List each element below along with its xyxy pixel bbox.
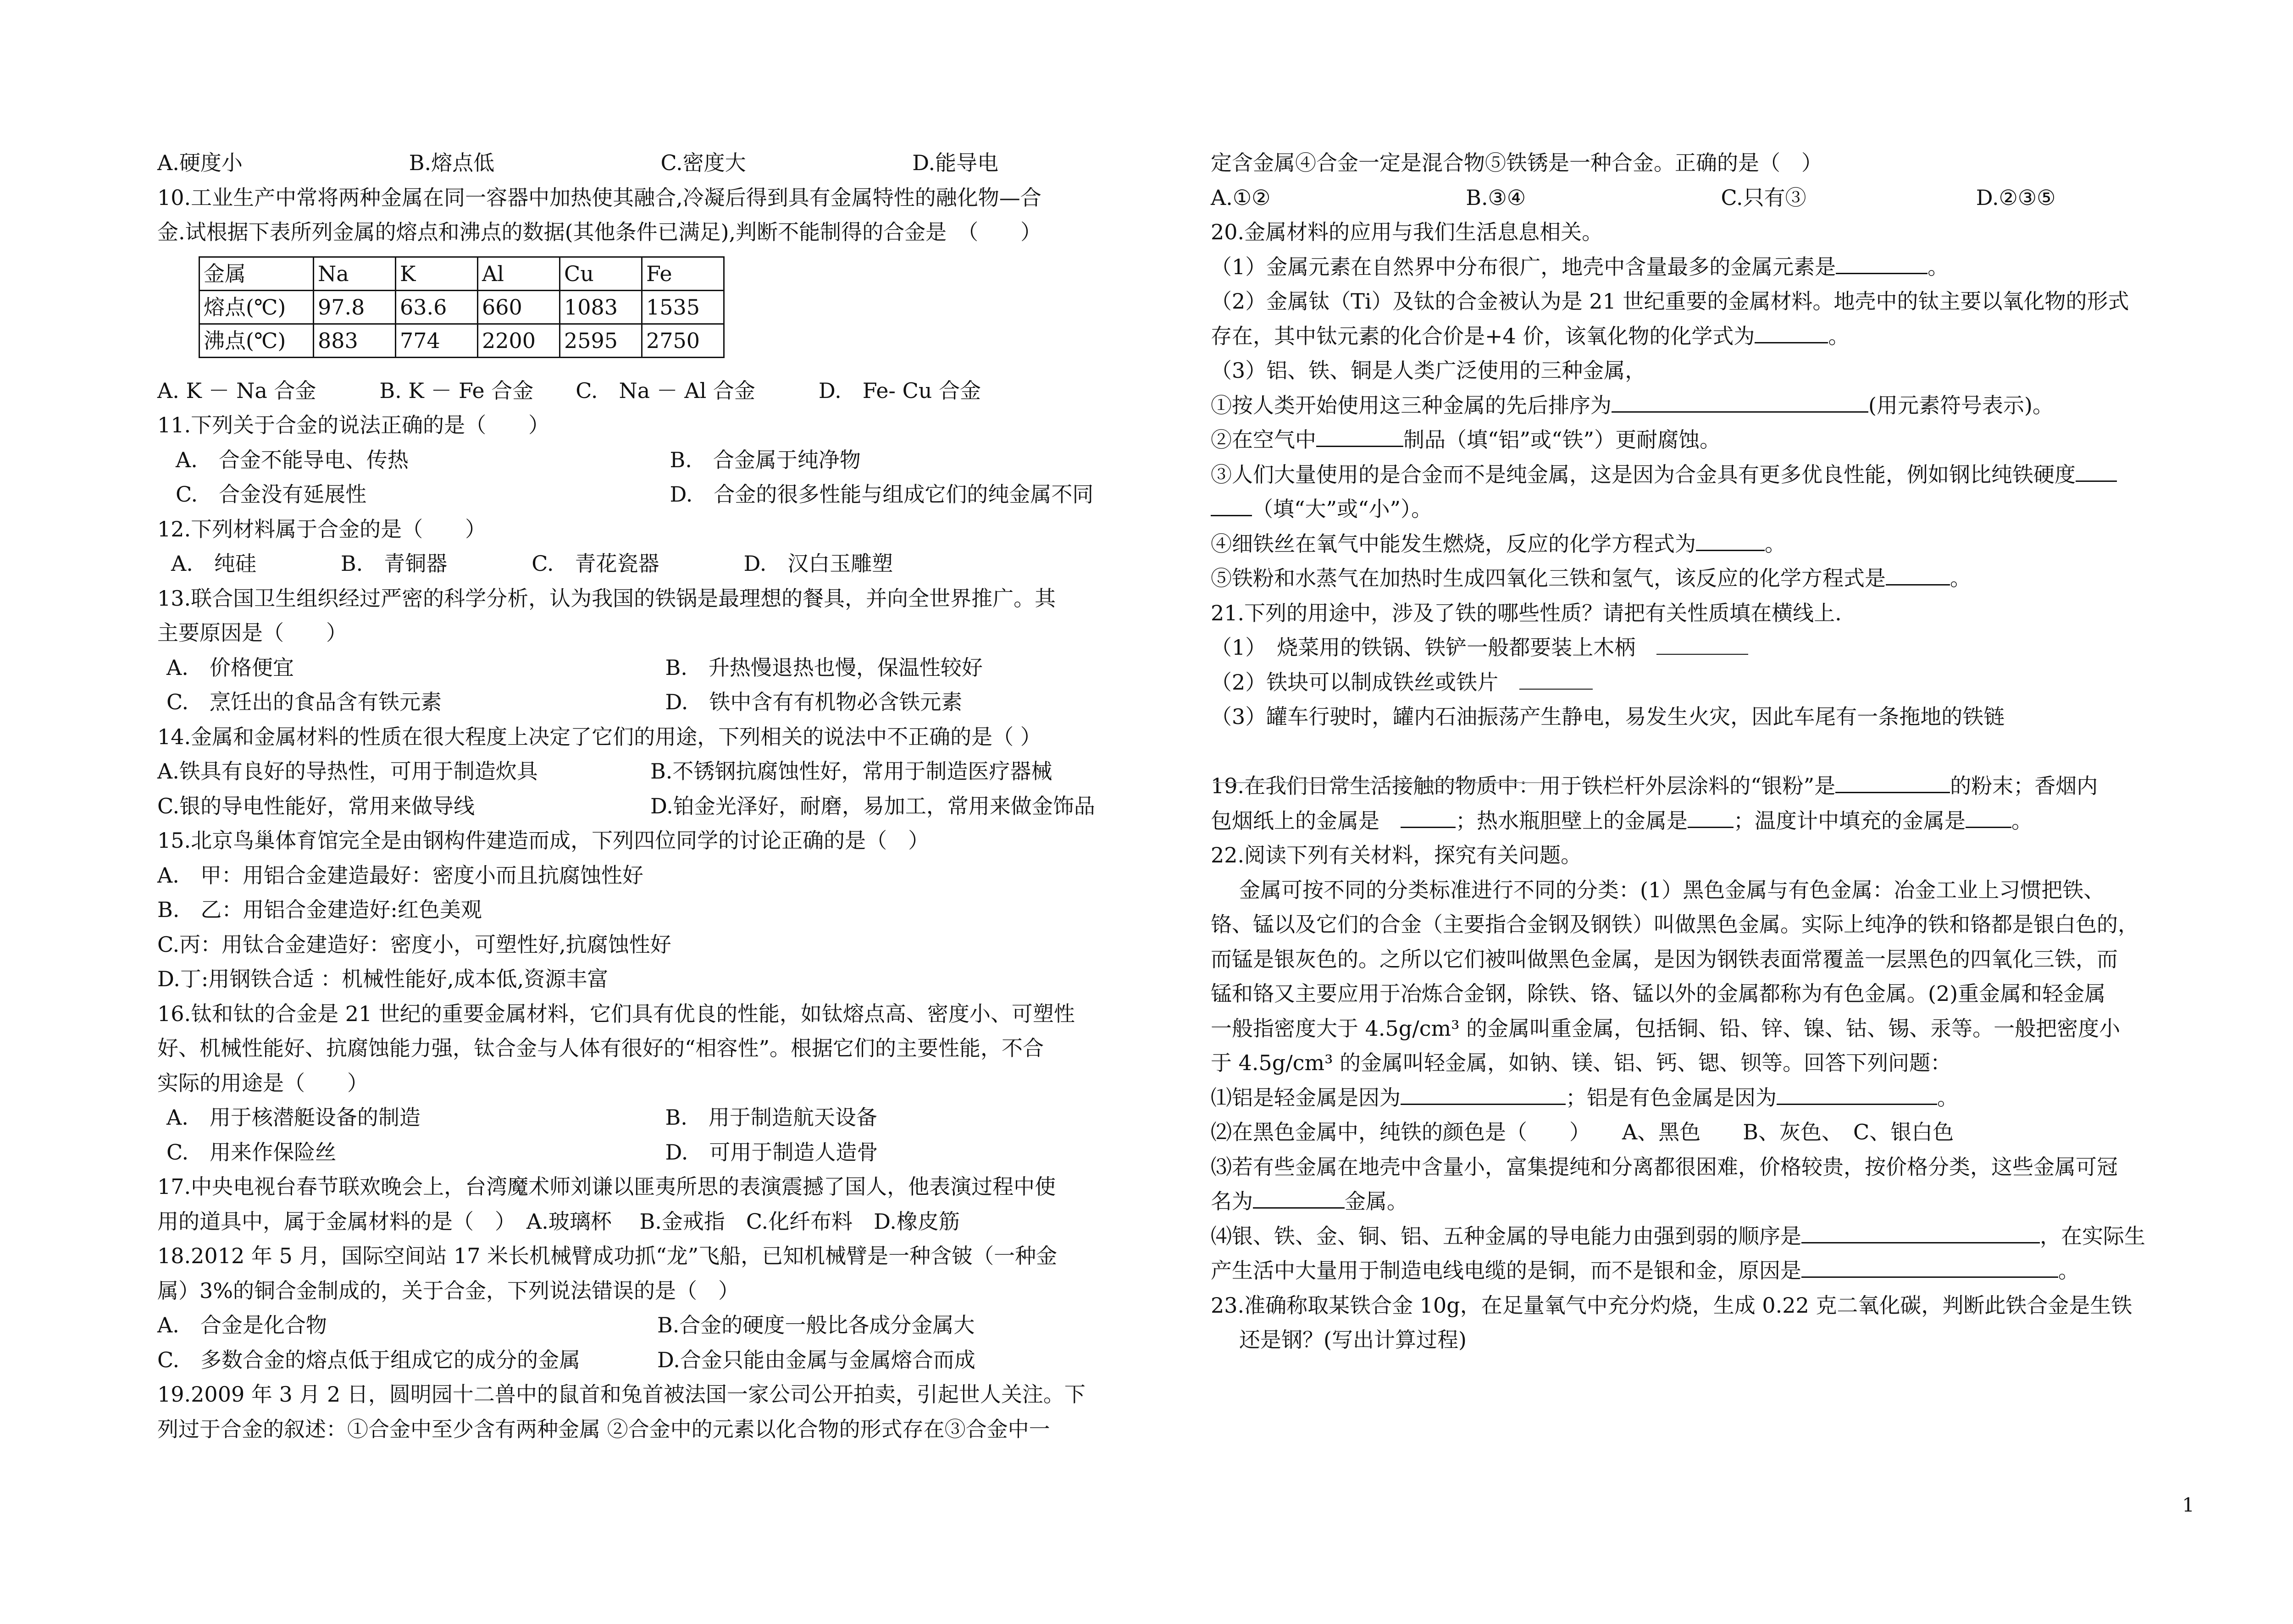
q20-part-3-2-end: 制品（填“铝”或“铁”）更耐腐蚀。 — [1403, 427, 1721, 452]
q20-part-2-end: 。 — [1828, 323, 1850, 348]
answer-blank[interactable] — [1211, 494, 1252, 516]
question-18-line-2: 属）3%的铜合金制成的，关于合金，下列说法错误的是（ ） — [157, 1278, 739, 1303]
q18-options-row-2 — [157, 1343, 1164, 1378]
question-16-line-2: 好、机械性能好、抗腐蚀能力强，钛合金与人体有很好的“相容性”。根据它们的主要性能，不合 — [157, 1036, 1044, 1061]
q20-part-3-4 — [1211, 527, 2231, 562]
answer-blank[interactable] — [1656, 633, 1748, 655]
q20-part-3-2-text: ②在空气中 — [1211, 427, 1316, 452]
answer-blank[interactable] — [1316, 425, 1403, 447]
q11-options-row-1 — [157, 443, 1164, 478]
q20-part-3-5 — [1211, 561, 2231, 596]
q13-options-row-1 — [157, 651, 1164, 685]
q21-answer-line — [1211, 735, 2231, 769]
q22-part-2: ⑵在黑色金属中，纯铁的颜色是（ ） A、黑色 B、灰色、 C、银白色 — [1211, 1120, 1954, 1144]
q22-paragraph-line-6: 于 4.5g/cm³ 的金属叫轻金属，如钠、镁、铝、钙、锶、钡等。回答下列问题： — [1211, 1050, 1952, 1075]
answer-blank[interactable] — [1519, 668, 1593, 690]
answer-blank[interactable] — [1688, 806, 1734, 828]
q20-part-3-1-end: (用元素符号表示)。 — [1868, 392, 2054, 418]
table-cell: 883 — [314, 324, 396, 357]
q21-part-2-text: （2）铁块可以制成铁丝或铁片 — [1211, 669, 1499, 695]
question-14: 14.金属和金属材料的性质在很大程度上决定了它们的用途，下列相关的说法中不正确的是（ ） — [157, 724, 1041, 749]
q21-part-3: （3）罐车行驶时，罐内石油振荡产生静电，易发生火灾，因此车尾有一条拖地的铁链 — [1211, 704, 2005, 729]
question-10-line-1: 10.工业生产中常将两种金属在同一容器中加热使其融合,冷凝后得到具有金属特性的融化物—合 — [157, 185, 1041, 210]
question-17-line-2: 用的道具中，属于金属材料的是（ ） A.玻璃杯 B.金戒指 C.化纤布料 D.橡皮筋 — [157, 1209, 960, 1234]
q20-part-3-3-line-1 — [1211, 458, 2231, 492]
option-a: A.铁具有良好的导热性，可用于制造炊具 — [157, 759, 538, 784]
q22-part-4-end: 。 — [2058, 1258, 2079, 1283]
question-22: 22.阅读下列有关材料，探究有关问题。 — [1211, 843, 1582, 867]
q22-part-3-text: 名为 — [1211, 1189, 1253, 1214]
q22-part-4-line-1 — [1211, 1219, 2231, 1254]
option-c: C. 烹饪出的食品含有铁元素 — [166, 690, 442, 714]
option-c: C.密度大 — [660, 150, 746, 175]
q20-part-3-4-end: 。 — [1765, 531, 1786, 556]
question-23-line-2: 还是钢？(写出计算过程) — [1239, 1327, 1467, 1352]
question-11: 11.下列关于合金的说法正确的是（ ） — [157, 413, 550, 437]
q19b-text-5: ；温度计中填充的金属是 — [1734, 808, 1966, 833]
option-b: B.合金的硬度一般比各成分金属大 — [657, 1313, 975, 1337]
answer-blank[interactable] — [1401, 1083, 1566, 1105]
answer-blank[interactable] — [1612, 390, 1868, 413]
option-a: A.硬度小 — [157, 150, 243, 175]
question-21: 21.下列的用途中，涉及了铁的哪些性质？请把有关性质填在横线上. — [1211, 600, 1842, 625]
table-row — [199, 257, 724, 290]
q9-options — [157, 146, 1164, 181]
q21-part-2 — [1211, 665, 2231, 700]
q18-options-row-1 — [157, 1308, 1164, 1343]
table-cell: 2200 — [478, 324, 560, 357]
table-row — [199, 290, 724, 324]
answer-blank[interactable] — [1836, 252, 1927, 274]
table-cell: 774 — [396, 324, 478, 357]
option-c: C. 合金没有延展性 — [176, 482, 367, 507]
q20-part-3-2 — [1211, 423, 2231, 458]
q14-options-row-1 — [157, 754, 1164, 789]
option-b: B.不锈钢抗腐蚀性好，常用于制造医疗器械 — [650, 759, 1052, 784]
question-10-line-2: 金.试根据下表所列金属的熔点和沸点的数据(其他条件已满足),判断不能制得的合金是 （ ） — [157, 220, 1042, 244]
page-number: 1 — [2182, 1494, 2194, 1516]
option-b: B. 升热慢退热也慢，保温性较好 — [665, 655, 983, 680]
q15-option-c: C.丙：用钛合金建造好：密度小，可塑性好,抗腐蚀性好 — [157, 932, 671, 957]
q13-options-row-2 — [157, 685, 1164, 720]
option-b: B. 合金属于纯净物 — [670, 447, 861, 472]
q20-part-1-text: （1）金属元素在自然界中分布很广，地壳中含量最多的金属元素是 — [1211, 254, 1836, 279]
q20-part-3-1-text: ①按人类开始使用这三种金属的先后排序为 — [1211, 392, 1612, 418]
option-a: A. 合金不能导电、传热 — [176, 447, 409, 472]
option-d: D.能导电 — [912, 150, 999, 175]
option-b: B.熔点低 — [409, 150, 495, 175]
q22-part-4-text-2: 产生活中大量用于制造电线电缆的是铜，而不是银和金，原因是 — [1211, 1258, 1801, 1283]
q22-paragraph-line-3: 而锰是银灰色的。之所以它们被叫做黑色金属，是因为钢铁表面常覆盖一层黑色的四氧化三铁，而 — [1211, 946, 2118, 972]
q22-paragraph-line-5: 一般指密度大于 4.5g/cm³ 的金属叫重金属，包括铜、铅、锌、镍、钴、锡、汞等。一般把密度小 — [1211, 1016, 2121, 1041]
q20-part-3: （3）铝、铁、铜是人类广泛使用的三种金属， — [1211, 358, 1646, 383]
table-cell: Na — [314, 257, 396, 290]
q22-part-4-mid: ，在实际生 — [2040, 1223, 2145, 1248]
q20-part-3-5-text: ⑤铁粉和水蒸气在加热时生成四氧化三铁和氢气，该反应的化学方程式是 — [1211, 566, 1886, 591]
q20-part-3-3-end: （填“大”或“小”）。 — [1252, 497, 1433, 521]
q19b-text-4: ；热水瓶胆壁上的金属是 — [1456, 808, 1688, 833]
q20-part-2-text: 存在，其中钛元素的化合价是+4 价，该氧化物的化学式为 — [1211, 323, 1755, 348]
answer-blank[interactable] — [1696, 529, 1765, 551]
q19b-line-2 — [1211, 804, 2231, 839]
table-cell: Al — [478, 257, 560, 290]
question-16-line-3: 实际的用途是（ ） — [157, 1070, 368, 1095]
q22-part-1-end: 。 — [1937, 1085, 1958, 1110]
option-a: A.①② — [1211, 185, 1271, 210]
question-16-line-1: 16.钛和钛的合金是 21 世纪的重要金属材料，它们具有优良的性能，如钛熔点高、密度小、可塑性 — [157, 1001, 1075, 1026]
q16-options-row-2 — [157, 1135, 1164, 1170]
option-a: A. 合金是化合物 — [157, 1313, 327, 1337]
q15-option-a: A. 甲：用铝合金建造最好：密度小而且抗腐蚀性好 — [157, 862, 643, 888]
q22-part-1 — [1211, 1081, 2231, 1116]
q19b-text-3: 包烟纸上的金属是 — [1211, 808, 1379, 833]
option-c: C. 用来作保险丝 — [166, 1139, 337, 1165]
table-cell: 金属 — [199, 257, 314, 290]
table-cell: 1535 — [642, 290, 724, 324]
q20-part-3-5-end: 。 — [1950, 566, 1971, 591]
table-cell: 660 — [478, 290, 560, 324]
option-d: D.②③⑤ — [1976, 185, 2056, 210]
answer-blank[interactable] — [1801, 1221, 2040, 1243]
option-d: D. 可用于制造人造骨 — [665, 1139, 878, 1165]
table-cell: 2750 — [642, 324, 724, 357]
question-13-line-1: 13.联合国卫生组织经过严密的科学分析，认为我国的铁锅是最理想的餐具，并向全世界推广。其 — [157, 586, 1056, 611]
question-19-line-2: 列过于合金的叙述：①合金中至少含有两种金属 ②合金中的元素以化合物的形式存在③合金中一 — [157, 1416, 1050, 1442]
answer-blank[interactable] — [1401, 806, 1456, 828]
question-13-line-2: 主要原因是（ ） — [157, 620, 347, 645]
q22-part-3-line-2 — [1211, 1184, 2231, 1219]
q20-part-3-4-text: ④细铁丝在氧气中能发生燃烧，反应的化学方程式为 — [1211, 531, 1696, 556]
answer-blank[interactable] — [1835, 771, 1950, 793]
metal-melting-boiling-table — [199, 256, 725, 358]
q22-part-3-line-1: ⑶若有些金属在地壳中含量小，富集提纯和分离都很困难，价格较贵，按价格分类，这些金属可冠 — [1211, 1154, 2118, 1179]
q21-part-1-text: （1） 烧菜用的铁锅、铁铲一般都要装上木柄 — [1211, 635, 1636, 660]
q19b-text-2: 的粉末；香烟内 — [1950, 773, 2098, 798]
table-cell: 97.8 — [314, 290, 396, 324]
option-a: A. 价格便宜 — [166, 655, 294, 680]
q14-options-row-2 — [157, 789, 1164, 824]
q20-part-2-line-2 — [1211, 319, 2231, 354]
q22-part-4-line-2 — [1211, 1254, 2231, 1288]
option-b: B. 用于制造航天设备 — [665, 1105, 877, 1130]
table-cell: 63.6 — [396, 290, 478, 324]
answer-blank[interactable] — [1886, 563, 1950, 586]
option-d: D.合金只能由金属与金属熔合而成 — [657, 1347, 975, 1372]
right-column — [1211, 146, 2231, 1358]
answer-blank[interactable] — [1801, 1255, 2058, 1278]
table-cell: Cu — [560, 257, 642, 290]
left-column — [157, 146, 1164, 1447]
q20-part-1-end: 。 — [1927, 254, 1949, 279]
table-cell: 沸点(℃) — [199, 324, 314, 357]
question-18-line-1: 18.2012 年 5 月，国际空间站 17 米长机械臂成功抓“龙”飞船，已知机械臂是一种含铍（一种金 — [157, 1243, 1058, 1268]
table-cell: 熔点(℃) — [199, 290, 314, 324]
option-b: B.③④ — [1466, 185, 1526, 210]
q22-paragraph-line-2: 铬、锰以及它们的合金（主要指合金钢及钢铁）叫做黑色金属。实际上纯净的铁和铬都是银白色的， — [1211, 912, 2139, 937]
q16-options-row-1 — [157, 1100, 1164, 1135]
option-c: C.只有③ — [1721, 185, 1806, 210]
table-cell: K — [396, 257, 478, 290]
q22-part-1-mid: ；铝是有色金属是因为 — [1566, 1085, 1777, 1110]
q21-part-1 — [1211, 630, 2231, 665]
q20-part-3-1 — [1211, 388, 2231, 423]
q22-part-4-text: ⑷银、铁、金、铜、铝、五种金属的导电能力由强到弱的顺序是 — [1211, 1223, 1801, 1248]
option-c: C.银的导电性能好，常用来做导线 — [157, 793, 475, 818]
q19b-text-6: 。 — [2011, 808, 2033, 833]
question-19-line-3: 定含金属④合金一定是混合物⑤铁锈是一种合金。正确的是（ ） — [1211, 150, 1822, 175]
q22-paragraph-line-1: 金属可按不同的分类标准进行不同的分类：(1）黑色金属与有色金属：冶金工业上习惯把铁、 — [1239, 877, 2105, 902]
q19-options — [1211, 181, 2231, 215]
q20-part-2-line-1: （2）金属钛（Ti）及钛的合金被认为是 21 世纪重要的金属材料。地壳中的钛主要以氧化物的形式 — [1211, 289, 2129, 314]
q20-part-3-3-line-2 — [1211, 492, 2231, 527]
answer-blank[interactable] — [1755, 321, 1828, 343]
question-15: 15.北京鸟巢体育馆完全是由钢构件建造而成，下列四位同学的讨论正确的是（ ） — [157, 828, 930, 853]
answer-blank[interactable] — [2076, 459, 2117, 482]
question-19-line-1: 19.2009 年 3 月 2 日，圆明园十二兽中的鼠首和兔首被法国一家公司公开拍卖，引起世人关注。下 — [157, 1382, 1086, 1407]
question-12-options: A. 纯硅 B. 青铜器 C. 青花瓷器 D. 汉白玉雕塑 — [171, 551, 893, 576]
q22-part-1-text: ⑴铝是轻金属是因为 — [1211, 1085, 1401, 1110]
option-c: C. 多数合金的熔点低于组成它的成分的金属 — [157, 1347, 581, 1372]
q20-part-3-3-text: ③人们大量使用的是合金而不是纯金属，这是因为合金具有更多优良性能，例如钢比纯铁硬度 — [1211, 462, 2076, 487]
q15-option-d: D.丁:用钢铁合适 ：机械性能好,成本低,资源丰富 — [157, 967, 609, 991]
q21-answer-rule — [1213, 782, 1543, 783]
table-cell: 2595 — [560, 324, 642, 357]
option-d: D. 合金的很多性能与组成它们的纯金属不同 — [670, 482, 1094, 507]
q20-part-1 — [1211, 250, 2231, 285]
question-17-line-1: 17.中央电视台春节联欢晚会上，台湾魔术师刘谦以匪夷所思的表演震撼了国人，他表演过程中使 — [157, 1174, 1056, 1199]
question-10-options: A. K － Na 合金 B. K － Fe 合金 C. Na － Al 合金 D. Fe- Cu 合金 — [157, 378, 981, 403]
table-cell: 1083 — [560, 290, 642, 324]
answer-blank[interactable] — [1966, 806, 2011, 828]
q11-options-row-2 — [157, 477, 1164, 512]
table-row — [199, 324, 724, 357]
answer-blank[interactable] — [1253, 1186, 1345, 1209]
option-d: D. 铁中含有有机物必含铁元素 — [665, 690, 963, 714]
table-cell: Fe — [642, 257, 724, 290]
q19b-text-1: 19.在我们日常生活接触的物质中：用于铁栏杆外层涂料的“银粉”是 — [1211, 773, 1836, 798]
option-a: A. 用于核潜艇设备的制造 — [166, 1105, 421, 1130]
question-20: 20.金属材料的应用与我们生活息息相关。 — [1211, 220, 1603, 244]
q15-option-b: B. 乙：用铝合金建造好:红色美观 — [157, 897, 482, 922]
question-12: 12.下列材料属于合金的是（ ） — [157, 516, 487, 541]
option-d: D.铂金光泽好，耐磨，易加工，常用来做金饰品 — [650, 793, 1095, 818]
q22-paragraph-line-4: 锰和铬又主要应用于冶炼合金钢，除铁、铬、锰以外的金属都称为有色金属。(2)重金属和轻金属 — [1211, 981, 2106, 1006]
question-23-line-1: 23.准确称取某铁合金 10g，在足量氧气中充分灼烧，生成 0.22 克二氧化碳，判断此铁合金是生铁 — [1211, 1293, 2132, 1318]
q19b-line-1 — [1211, 769, 2231, 804]
answer-blank[interactable] — [1777, 1083, 1937, 1105]
q22-part-3-end: 金属。 — [1345, 1189, 1408, 1214]
